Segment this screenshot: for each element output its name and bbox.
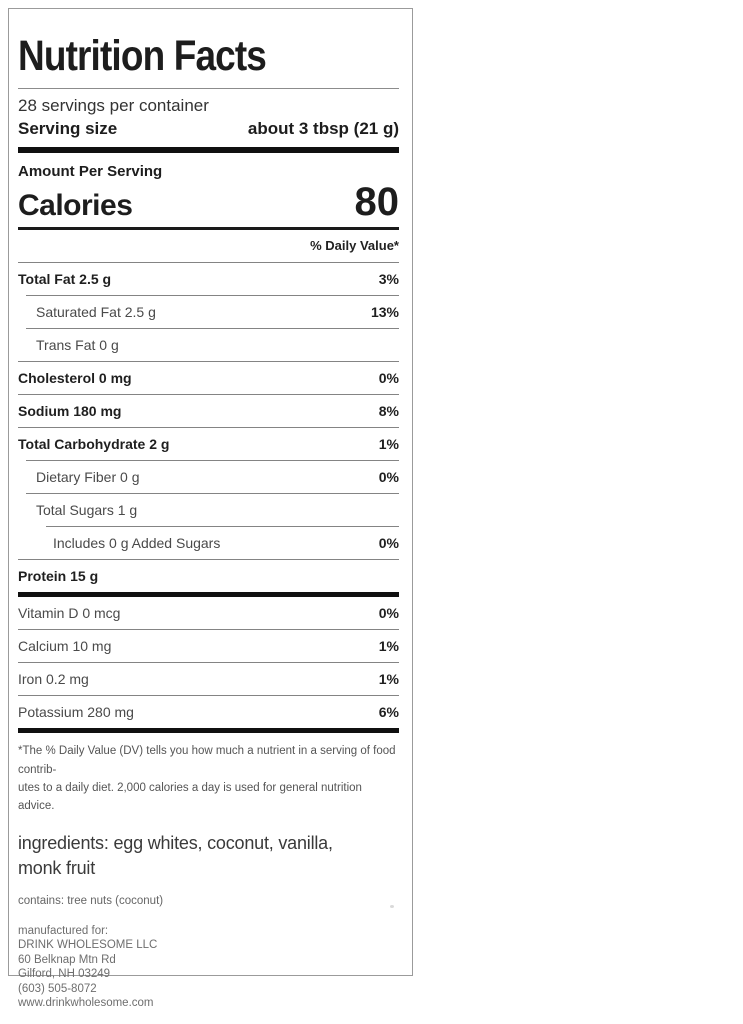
servings-per-container: 28 servings per container [18, 96, 209, 116]
text-line: manufactured for: [18, 924, 109, 937]
amount-per-serving-label: Amount Per Serving [18, 163, 163, 181]
nutrient-row [18, 395, 399, 427]
calories-row [18, 180, 399, 225]
nutrient-label: Sodium 180 mg [18, 403, 122, 420]
text-line: Gilford, NH 03249 [18, 968, 111, 981]
nutrient-row [18, 362, 399, 394]
text-line: www.drinkwholesome.com [18, 997, 154, 1010]
serving-size-row [18, 119, 399, 139]
label-title: Nutrition Facts [18, 32, 267, 80]
nutrient-value: 1% [378, 436, 399, 453]
nutrient-row [18, 597, 399, 629]
nutrient-label: Saturated Fat 2.5 g [36, 304, 156, 321]
calories-label: Calories [18, 189, 133, 223]
nutrient-value: 3% [378, 271, 399, 288]
nutrient-value: 6% [378, 704, 399, 721]
nutrient-label: Vitamin D 0 mcg [18, 605, 121, 622]
nutrient-row [18, 428, 399, 460]
nutrient-label: Dietary Fiber 0 g [36, 469, 140, 486]
serving-size-label: Serving size [18, 119, 118, 139]
text-line: DRINK WHOLESOME LLC [18, 939, 158, 952]
nutrient-label: Iron 0.2 mg [18, 671, 89, 688]
nutrient-label: Includes 0 g Added Sugars [53, 535, 221, 552]
nutrient-label: Cholesterol 0 mg [18, 370, 132, 387]
nutrient-row [18, 461, 399, 493]
nutrient-value: 0% [378, 605, 399, 622]
nutrient-value: 1% [378, 638, 399, 655]
nutrient-row [18, 494, 399, 526]
nutrient-row [18, 630, 399, 662]
ingredients-text [18, 831, 399, 881]
daily-value-footnote [18, 742, 399, 816]
thick-rule [18, 147, 399, 153]
text-line: 60 Belknap Mtn Rd [18, 953, 116, 966]
nutrient-row [18, 663, 399, 695]
calories-value: 80 [354, 180, 399, 225]
nutrient-label: Total Sugars 1 g [36, 502, 138, 519]
nutrient-rows [18, 263, 399, 733]
nutrition-facts-label [8, 8, 413, 1010]
nutrient-value: 1% [378, 671, 399, 688]
serving-size-value: about 3 tbsp (21 g) [247, 119, 399, 139]
nutrient-value: 0% [378, 469, 399, 486]
nutrient-label: Total Fat 2.5 g [18, 271, 112, 288]
print-artifact [390, 905, 394, 908]
nutrient-label: Calcium 10 mg [18, 638, 112, 655]
nutrient-row [18, 696, 399, 728]
text-line: utes to a daily diet. 2,000 calories a day is used for general nutrition advice. [18, 782, 362, 813]
nutrient-label: Trans Fat 0 g [36, 337, 119, 354]
nutrient-label: Total Carbohydrate 2 g [18, 436, 170, 453]
title-separator [18, 88, 399, 89]
manufacturer-block [18, 924, 399, 1012]
daily-value-header: % Daily Value* [310, 238, 399, 254]
nutrient-label: Protein 15 g [18, 568, 99, 585]
nutrient-value: 0% [378, 535, 399, 552]
text-line: *The % Daily Value (DV) tells you how much a nutrient in a serving of food contrib- [18, 745, 396, 776]
thick-rule [18, 728, 399, 733]
allergen-statement: contains: tree nuts (coconut) [18, 894, 164, 907]
nutrient-row [18, 263, 399, 295]
text-line: ingredients: egg whites, coconut, vanilla, [18, 832, 333, 853]
nutrient-label: Potassium 280 mg [18, 704, 134, 721]
nutrient-row [18, 296, 399, 328]
nutrient-value: 13% [370, 304, 399, 321]
nutrient-value: 8% [378, 403, 399, 420]
text-line: (603) 505-8072 [18, 982, 97, 995]
nutrient-value: 0% [378, 370, 399, 387]
nutrient-row [18, 329, 399, 361]
text-line: monk fruit [18, 857, 96, 878]
nutrient-row [18, 560, 399, 592]
nutrient-row [18, 527, 399, 559]
